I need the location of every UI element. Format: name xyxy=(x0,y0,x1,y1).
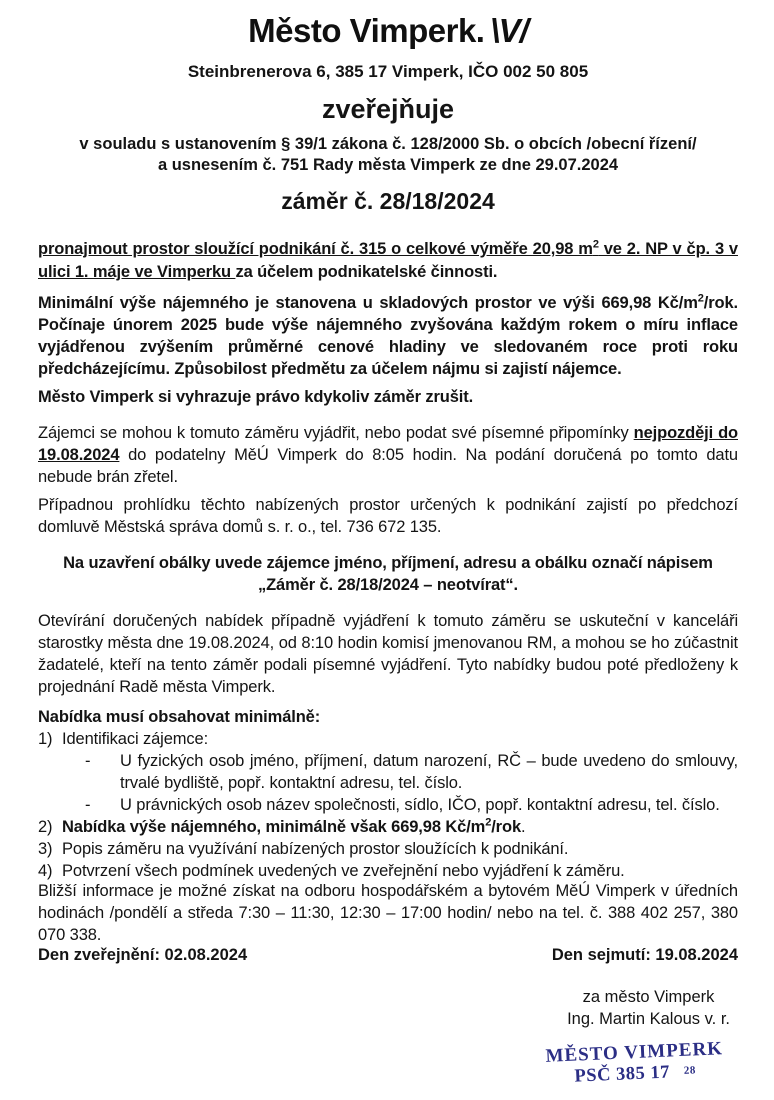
item-number: 4) xyxy=(38,862,53,880)
item-text: Nabídka výše nájemného, minimálně však 669,98 $Kč/m^2$/rok. xyxy=(62,816,526,836)
legal-basis xyxy=(38,134,738,176)
opening-paragraph: Otevírání doručených nabídek případně vyjádření k tomuto záměru se uskuteční v kanceláři starostky města dne 19.08.2024, od 8:10 hodin komisí jmenovanou RM, a mohou se ho zúčastnit žadatelé, kteří na tento záměr podali písemné vyjádření. Tyto nabídky budou poté předloženy k projednání Radě města Vimperk. xyxy=(38,612,738,696)
publication-date: Den zveřejnění: 02.08.2024 xyxy=(38,946,248,964)
city-stamp xyxy=(546,1038,725,1089)
city-title: Město Vimperk. xyxy=(248,12,485,49)
city-logo-icon: \V/ xyxy=(490,12,528,49)
more-info-paragraph: Bližší informace je možné získat na odboru hospodářském a bytovém MěÚ Vimperk v úředních hodinách /pondělí a středa 7:30 – 11:30, 12:30 – 17:00 hodin/ nebo na tel. č. 388 402 257, 380 070 338. xyxy=(38,882,738,944)
announces-heading: zveřejňuje xyxy=(321,94,455,124)
list-item-4 xyxy=(38,860,738,882)
stamp-postal-code: PSČ 385 17 28 xyxy=(574,1062,697,1087)
subject-tail: za účelem podnikatelské činnosti. xyxy=(235,263,498,281)
envelope-line1: Na uzavření obálky uvede zájemce jméno, příjmení, adresu a obálku označí nápisem xyxy=(63,554,713,572)
square-meter-sup: 2 xyxy=(592,238,599,251)
legal-basis-line1: v souladu s ustanovením § 39/1 zákona č. 128/2000 Sb. o obcích /obecní řízení/ xyxy=(79,135,697,153)
legal-basis-line2: a usnesením č. 751 Rady města Vimperk ze dne 29.07.2024 xyxy=(157,156,619,174)
viewing-paragraph: Případnou prohlídku těchto nabízených prostor určených k podnikání zajistí po předchozí domluvě Městská správa domů s. r. o., tel. 736 672 135. xyxy=(38,496,738,536)
signature-name: Ing. Martin Kalous v. r. xyxy=(567,1010,730,1028)
item-text: Potvrzení všech podmínek uvedených ve zveřejnění nebo vyjádření k záměru. xyxy=(62,862,625,880)
removal-date: Den sejmutí: 19.08.2024 xyxy=(551,946,738,964)
requirements-heading: Nabídka musí obsahovat minimálně: xyxy=(38,708,321,726)
requirements-section xyxy=(38,706,738,882)
item-number: 1) xyxy=(38,730,53,748)
square-meter-sup: 2 xyxy=(697,292,704,305)
envelope-line2: „Záměr č. 28/18/2024 – neotvírat“. xyxy=(257,576,519,594)
dash-bullet: - xyxy=(85,796,91,814)
rent-terms-paragraph: Minimální výše nájemného je stanovena u skladových prostor ve výši 669,98 $Kč/m^2$/rok. Počínaje únorem 2025 bude výše nájemného zvyšována každým rokem o míru inflace vyjádřenou zvýšením průměrné cenové hladiny ve sledovaném roce proti roku předcházejícímu. Způsobilost předmětu za účelem nájmu si zajistí nájemce. xyxy=(38,292,738,378)
list-item-2 xyxy=(38,816,738,838)
cancellation-right-paragraph: Město Vimperk si vyhrazuje právo kdykoliv záměr zrušit. xyxy=(38,388,474,406)
notice-number-heading: záměr č. 28/18/2024 xyxy=(281,188,495,214)
page-title xyxy=(38,12,738,50)
item-number: 2) xyxy=(38,818,53,836)
subitem-text: U fyzických osob jméno, příjmení, datum narození, RČ – bude uvedeno do smlouvy, trvalé bydliště, popř. kontaktní adresu, tel. číslo. xyxy=(120,752,738,792)
envelope-instructions xyxy=(38,552,738,596)
list-item-1 xyxy=(38,728,738,750)
dash-bullet: - xyxy=(85,752,91,770)
list-item-3 xyxy=(38,838,738,860)
signature-block xyxy=(567,986,730,1030)
stamp-city-name: MĚSTO VIMPERK xyxy=(545,1038,724,1067)
item-text: Identifikaci zájemce: xyxy=(62,730,209,748)
deadline-highlight: nejpozději do 19.08.2024 xyxy=(38,424,738,464)
item-number: 3) xyxy=(38,840,53,858)
city-address: Steinbrenerova 6, 385 17 Vimperk, IČO 002 50 805 xyxy=(187,62,589,81)
list-item-1-sub-2 xyxy=(85,794,738,816)
stamp-number: 28 xyxy=(684,1064,697,1077)
list-item-1-sub-1 xyxy=(85,750,738,794)
item-text: Popis záměru na využívání nabízených prostor sloužících k podnikání. xyxy=(62,840,569,858)
square-meter-sup: 2 xyxy=(485,816,492,829)
signature-on-behalf: za město Vimperk xyxy=(582,988,715,1006)
subject-underlined: pronajmout prostor sloužící podnikání č. 315 o celkové výměře 20,98 $m^2$ ve 2. NP v čp. 3 v ulici 1. máje ve Vimperku xyxy=(38,238,738,281)
objections-paragraph: Zájemci se mohou k tomuto záměru vyjádřit, nebo podat své písemné připomínky nejpozději do 19.08.2024 do podatelny MěÚ Vimperk do 8:05 hodin. Na podání doručená po tomto datu nebude brán zřetel. xyxy=(38,424,738,486)
subject-paragraph xyxy=(38,238,738,284)
subitem-text: U právnických osob název společnosti, sídlo, IČO, popř. kontaktní adresu, tel. číslo. xyxy=(120,796,720,814)
dates-row xyxy=(38,946,738,965)
